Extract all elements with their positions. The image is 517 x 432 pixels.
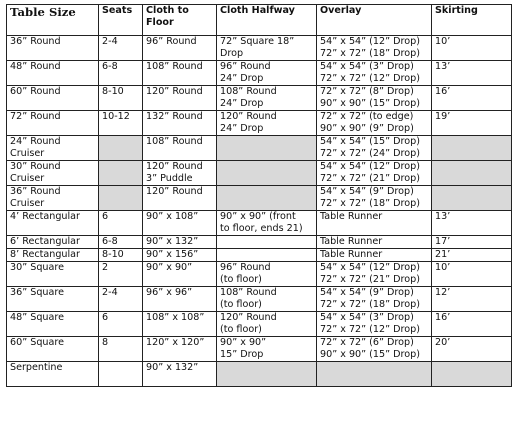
cell-skirting	[432, 312, 512, 337]
cell-line: (to floor)	[220, 299, 262, 310]
cell-seats	[99, 111, 143, 136]
cell-line: 6	[102, 312, 109, 323]
header-row	[7, 5, 512, 36]
cell-cloth-to-floor	[143, 262, 217, 287]
cell-cloth-halfway	[217, 111, 317, 136]
cell-line: 72” x 72” (8” Drop)	[320, 86, 414, 97]
cell-line: 2	[102, 262, 109, 273]
cell-line: 13’	[435, 61, 451, 72]
cell-overlay	[317, 136, 432, 161]
cell-line: 6-8	[102, 236, 118, 247]
cell-line: 48” Round	[10, 61, 61, 72]
cell-overlay	[317, 61, 432, 86]
cell-line: 8	[102, 337, 109, 348]
cell-line: Cruiser	[10, 148, 45, 159]
cell-cloth-to-floor	[143, 312, 217, 337]
header-cloth-halfway: Cloth Halfway	[217, 5, 317, 36]
cell-line: 90” x 90” (9” Drop)	[320, 123, 414, 134]
cell-line: 108” Round	[146, 61, 203, 72]
cell-line: 21’	[435, 249, 451, 260]
cell-cloth-to-floor	[143, 362, 217, 387]
cell-line: 30” Square	[10, 262, 65, 273]
cell-overlay	[317, 36, 432, 61]
cell-line: 96” x 96”	[146, 287, 193, 298]
table-row	[7, 362, 512, 387]
cell-skirting	[432, 136, 512, 161]
cell-cloth-halfway	[217, 362, 317, 387]
cell-line: 120” Round	[220, 111, 277, 122]
cell-line: 24” Round	[10, 136, 61, 147]
cell-line: 72” x 72” (21” Drop)	[320, 173, 420, 184]
cell-line: Table Runner	[320, 249, 383, 260]
cell-seats	[99, 236, 143, 249]
cell-line: 54” x 54” (3” Drop)	[320, 61, 414, 72]
table-row	[7, 136, 512, 161]
cell-line: 90” x 108”	[146, 211, 199, 222]
cell-line: 72” x 72” (18” Drop)	[320, 299, 420, 310]
cell-line: 132” Round	[146, 111, 203, 122]
cell-skirting	[432, 111, 512, 136]
cell-line: 72” Round	[10, 111, 61, 122]
cell-line: 72” x 72” (21” Drop)	[320, 274, 420, 285]
cell-skirting	[432, 249, 512, 262]
cell-line: 36” Square	[10, 287, 65, 298]
cell-overlay	[317, 86, 432, 111]
cell-line: 60” Round	[10, 86, 61, 97]
cell-line: 8-10	[102, 249, 124, 260]
cell-cloth-halfway	[217, 161, 317, 186]
table-row	[7, 36, 512, 61]
cell-overlay	[317, 186, 432, 211]
cell-line: Serpentine	[10, 362, 63, 373]
cell-table-size	[7, 211, 99, 236]
cell-overlay	[317, 312, 432, 337]
cell-seats	[99, 36, 143, 61]
table-row	[7, 236, 512, 249]
cell-line: 90” x 90”	[146, 262, 193, 273]
cell-line: Drop	[220, 48, 244, 59]
cell-line: 90” x 132”	[146, 236, 199, 247]
cell-seats	[99, 86, 143, 111]
cell-cloth-to-floor	[143, 249, 217, 262]
cell-line: 24” Drop	[220, 98, 264, 109]
cell-line: 8’ Rectangular	[10, 249, 80, 260]
cell-line: 17’	[435, 236, 451, 247]
cell-skirting	[432, 236, 512, 249]
cell-line: 120” Round	[220, 312, 277, 323]
table-row	[7, 312, 512, 337]
cell-line: 96” Round	[220, 262, 271, 273]
cell-seats	[99, 287, 143, 312]
cell-cloth-to-floor	[143, 36, 217, 61]
cell-table-size	[7, 61, 99, 86]
cell-skirting	[432, 362, 512, 387]
cell-overlay	[317, 337, 432, 362]
table-row	[7, 111, 512, 136]
cell-table-size	[7, 136, 99, 161]
cell-cloth-halfway	[217, 337, 317, 362]
cell-seats	[99, 161, 143, 186]
cell-seats	[99, 262, 143, 287]
cell-line: 54” x 54” (12” Drop)	[320, 161, 420, 172]
cell-table-size	[7, 287, 99, 312]
cell-table-size	[7, 111, 99, 136]
cell-line: 19’	[435, 111, 451, 122]
cell-cloth-halfway	[217, 136, 317, 161]
cell-seats	[99, 362, 143, 387]
cell-skirting	[432, 186, 512, 211]
linen-size-chart	[6, 4, 512, 387]
cell-line: 90” x 90”	[220, 337, 267, 348]
cell-skirting	[432, 86, 512, 111]
cell-cloth-to-floor	[143, 287, 217, 312]
cell-line: (to floor)	[220, 274, 262, 285]
cell-cloth-to-floor	[143, 111, 217, 136]
cell-skirting	[432, 262, 512, 287]
cell-cloth-halfway	[217, 211, 317, 236]
header-overlay: Overlay	[317, 5, 432, 36]
cell-seats	[99, 249, 143, 262]
table-row	[7, 61, 512, 86]
cell-seats	[99, 186, 143, 211]
cell-line: 72” x 72” (12” Drop)	[320, 73, 420, 84]
cell-line: Cruiser	[10, 198, 45, 209]
cell-table-size	[7, 236, 99, 249]
header-table-size: Table Size	[7, 5, 99, 36]
cell-cloth-halfway	[217, 287, 317, 312]
table-row	[7, 161, 512, 186]
cell-cloth-halfway	[217, 186, 317, 211]
cell-cloth-halfway	[217, 262, 317, 287]
cell-line: 2-4	[102, 287, 118, 298]
cell-table-size	[7, 86, 99, 111]
cell-line: 108” Round	[220, 287, 277, 298]
cell-line: 48” Square	[10, 312, 65, 323]
cell-line: (to floor)	[220, 324, 262, 335]
cell-line: Table Runner	[320, 236, 383, 247]
cell-line: 36” Round	[10, 36, 61, 47]
cell-line: 108” x 108”	[146, 312, 205, 323]
cell-cloth-halfway	[217, 249, 317, 262]
cell-line: 72” x 72” (to edge)	[320, 111, 414, 122]
cell-line: 2-4	[102, 36, 118, 47]
cell-cloth-to-floor	[143, 86, 217, 111]
cell-line: 72” Square 18”	[220, 36, 295, 47]
cell-line: 108” Round	[146, 136, 203, 147]
cell-seats	[99, 312, 143, 337]
cell-overlay	[317, 362, 432, 387]
cell-line: 90” x 90” (15” Drop)	[320, 349, 420, 360]
cell-skirting	[432, 337, 512, 362]
cell-overlay	[317, 249, 432, 262]
cell-skirting	[432, 287, 512, 312]
cell-line: to floor, ends 21)	[220, 223, 303, 234]
cell-cloth-to-floor	[143, 61, 217, 86]
cell-line: Table Runner	[320, 211, 383, 222]
cell-line: 96” Round	[220, 61, 271, 72]
cell-line: 16’	[435, 86, 451, 97]
header-seats: Seats	[99, 5, 143, 36]
cell-line: 8-10	[102, 86, 124, 97]
cell-table-size	[7, 312, 99, 337]
cell-skirting	[432, 161, 512, 186]
cell-skirting	[432, 211, 512, 236]
cell-line: 90” x 90” (15” Drop)	[320, 98, 420, 109]
cell-table-size	[7, 36, 99, 61]
table-row	[7, 86, 512, 111]
cell-overlay	[317, 211, 432, 236]
cell-skirting	[432, 36, 512, 61]
cell-overlay	[317, 161, 432, 186]
cell-line: 54” x 54” (12” Drop)	[320, 36, 420, 47]
cell-overlay	[317, 262, 432, 287]
cell-line: 24” Drop	[220, 73, 264, 84]
cell-line: 72” x 72” (6” Drop)	[320, 337, 414, 348]
cell-seats	[99, 136, 143, 161]
cell-cloth-to-floor	[143, 211, 217, 236]
cell-line: 15” Drop	[220, 349, 264, 360]
cell-line: 90” x 156”	[146, 249, 199, 260]
cell-line: 72” x 72” (12” Drop)	[320, 324, 420, 335]
cell-line: 30” Round	[10, 161, 61, 172]
cell-line: 72” x 72” (18” Drop)	[320, 198, 420, 209]
header-cloth-to-floor: Cloth to Floor	[143, 5, 217, 36]
cell-line: 20’	[435, 337, 451, 348]
cell-cloth-halfway	[217, 86, 317, 111]
cell-line: 4’ Rectangular	[10, 211, 80, 222]
cell-line: 90” x 90” (front	[220, 211, 296, 222]
cell-line: 10-12	[102, 111, 130, 122]
cell-seats	[99, 211, 143, 236]
cell-line: 16’	[435, 312, 451, 323]
cell-table-size	[7, 362, 99, 387]
cell-line: 54” x 54” (15” Drop)	[320, 136, 420, 147]
cell-line: 6-8	[102, 61, 118, 72]
cell-line: 72” x 72” (24” Drop)	[320, 148, 420, 159]
cell-seats	[99, 61, 143, 86]
cell-table-size	[7, 337, 99, 362]
cell-table-size	[7, 186, 99, 211]
cell-line: 60” Square	[10, 337, 65, 348]
cell-line: 13’	[435, 211, 451, 222]
cell-cloth-to-floor	[143, 161, 217, 186]
table-row	[7, 186, 512, 211]
cell-table-size	[7, 249, 99, 262]
cell-line: 90” x 132”	[146, 362, 199, 373]
cell-line: 10’	[435, 36, 451, 47]
cell-overlay	[317, 236, 432, 249]
cell-cloth-halfway	[217, 36, 317, 61]
cell-line: 6’ Rectangular	[10, 236, 80, 247]
cell-line: 36” Round	[10, 186, 61, 197]
cell-cloth-halfway	[217, 236, 317, 249]
cell-cloth-halfway	[217, 312, 317, 337]
cell-line: 96” Round	[146, 36, 197, 47]
cell-line: 54” x 54” (12” Drop)	[320, 262, 420, 273]
cell-line: 10’	[435, 262, 451, 273]
cell-cloth-to-floor	[143, 236, 217, 249]
cell-line: 54” x 54” (9” Drop)	[320, 186, 414, 197]
cell-cloth-halfway	[217, 61, 317, 86]
cell-line: 3” Puddle	[146, 173, 193, 184]
cell-overlay	[317, 287, 432, 312]
cell-line: 120” x 120”	[146, 337, 205, 348]
table-row	[7, 337, 512, 362]
cell-line: 54” x 54” (9” Drop)	[320, 287, 414, 298]
cell-line: 108” Round	[220, 86, 277, 97]
cell-cloth-to-floor	[143, 186, 217, 211]
cell-line: 120” Round	[146, 186, 203, 197]
header-skirting: Skirting	[432, 5, 512, 36]
cell-table-size	[7, 161, 99, 186]
cell-cloth-to-floor	[143, 136, 217, 161]
table-body	[7, 36, 512, 387]
cell-line: 120” Round	[146, 161, 203, 172]
table-row	[7, 249, 512, 262]
cell-line: 12’	[435, 287, 451, 298]
cell-table-size	[7, 262, 99, 287]
cell-cloth-to-floor	[143, 337, 217, 362]
cell-line: 72” x 72” (18” Drop)	[320, 48, 420, 59]
cell-seats	[99, 337, 143, 362]
cell-skirting	[432, 61, 512, 86]
cell-line: Cruiser	[10, 173, 45, 184]
cell-line: 54” x 54” (3” Drop)	[320, 312, 414, 323]
table-row	[7, 262, 512, 287]
table-row	[7, 211, 512, 236]
linen-table	[6, 4, 512, 387]
cell-line: 6	[102, 211, 109, 222]
cell-line: 24” Drop	[220, 123, 264, 134]
table-row	[7, 287, 512, 312]
cell-overlay	[317, 111, 432, 136]
cell-line: 120” Round	[146, 86, 203, 97]
